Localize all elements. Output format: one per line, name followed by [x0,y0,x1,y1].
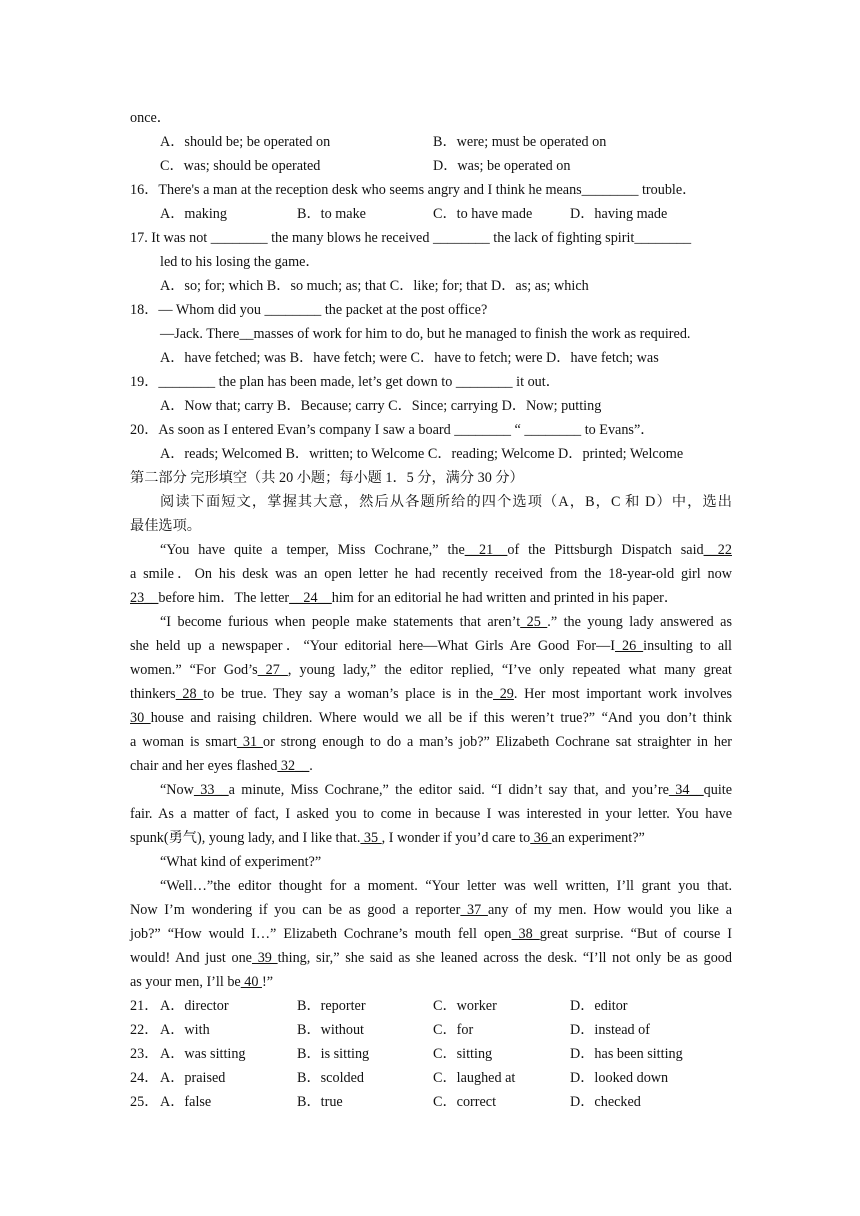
q16-option-a: A．making [160,206,227,222]
q18-stem-cont: —Jack. There__masses of work for him to do, but he managed to finish the work as required. [160,326,691,342]
q17-stem-cont: led to his losing the game． [160,254,320,270]
answer-option: B．without [297,1022,365,1038]
q19-options: A．Now that; carry B．Because; carry C．Since; carrying D．Now; putting [160,398,602,414]
part2-title: 第二部分 完形填空（共 20 小题；每小题 1．5 分，满分 30 分） [130,470,524,486]
blank-25: 25 [520,614,548,630]
answer-option: A．was sitting [160,1046,246,1062]
answer-option: A．praised [160,1070,226,1086]
answer-option: B．is sitting [297,1046,370,1062]
blank-40: 40 [240,974,262,990]
answer-option: A．with [160,1022,210,1038]
q16-option-d: D．having made [570,206,668,222]
blank-32: 32__ [277,758,310,774]
blank-38: 38 [511,926,540,942]
blank-35: 35 [360,830,382,846]
answer-option: C．worker [433,998,497,1014]
q16-option-b: B．to make [297,206,366,222]
answer-number: 22． [130,1022,159,1038]
q18-stem: 18．— Whom did you ________ the packet at the post office? [130,302,488,318]
answer-number: 24． [130,1070,159,1086]
answer-option: A．false [160,1094,212,1110]
answer-option: D．editor [570,998,628,1014]
passage-line: as your men, I’ll be 40 !” [130,974,274,990]
q20-stem: 20．As soon as I entered Evan’s company I saw a board ________ “ ________ to Evans”． [130,422,655,438]
passage-line: “You have quite a temper, Miss Cochrane,” the__21__of the Pittsburgh Dispatch said__22 [160,542,732,558]
blank-28: 28 [175,686,204,702]
answer-option: B．scolded [297,1070,364,1086]
blank-33: 33__ [193,782,229,798]
q16-option-c: C．to have made [433,206,533,222]
q15-option-b: B．were; must be operated on [433,134,607,150]
answer-number: 21． [130,998,159,1014]
blank-36: 36 [530,830,552,846]
q15-option-c: C．was; should be operated [160,158,321,174]
q20-options: A．reads; Welcomed B．written; to Welcome C．reading; Welcome D．printed; Welcome [160,446,684,462]
blank-34: 34__ [668,782,704,798]
answer-option: B．reporter [297,998,366,1014]
q18-options: A．have fetched; was B．have fetch; were C．have to fetch; were D．have fetch; was [160,350,659,366]
answer-option: C．for [433,1022,474,1038]
passage-line: “What kind of experiment?” [160,854,322,870]
blank-26: 26 [615,638,644,654]
answer-option: A．director [160,998,229,1014]
blank-23: 23__ [130,590,159,606]
passage-line: fair. As a matter of fact, I asked you to come in because I was interested in your letter. You have [130,806,732,822]
passage-line: spunk(勇气), young lady, and I like that. 35 , I wonder if you’d care to 36 an experiment?” [130,830,645,846]
part2-instructions-cont: 最佳选项。 [130,518,201,534]
answer-number: 25． [130,1094,159,1110]
q19-stem: 19．________ the plan has been made, let’s get down to ________ it out． [130,374,560,390]
answer-option: C．correct [433,1094,497,1110]
blank-21: __21__ [464,542,508,558]
blank-37: 37 [460,902,488,918]
passage-line: would! And just one 39 thing, sir,” she said as she leaned across the desk. “I’ll not only be as good [130,950,732,966]
blank-24: __24__ [289,590,332,606]
passage-line: 30 house and raising children. Where would we all be if this weren’t true?” “And you don’t think [130,710,732,726]
passage-line: thinkers 28 to be true. They say a woman’s place is in the 29. Her most important work involves [130,686,733,702]
answer-option: D．looked down [570,1070,669,1086]
q17-options: A．so; for; which B．so much; as; that C．like; for; that D．as; as; which [160,278,589,294]
q15-option-a: A．should be; be operated on [160,134,331,150]
passage-line: 23__before him．The letter__24__him for an editorial he had written and printed in his paper． [130,590,679,606]
q16-stem: 16．There's a man at the reception desk who seems angry and I think he means________ trouble． [130,182,697,198]
passage-line: “I become furious when people make statements that aren’t 25 .” the young lady answered as [160,614,732,630]
passage-line: she held up a newspaper．“Your editorial here—What Girls Are Good For—I 26 insulting to all [130,638,732,654]
passage-line: chair and her eyes flashed 32__. [130,758,313,774]
blank-22: __22 [703,542,732,558]
part2-instructions: 阅读下面短文，掌握其大意，然后从各题所给的四个选项（A，B，C 和 D）中，选出 [160,494,732,510]
passage-line: “Well…”the editor thought for a moment. “Your letter was well written, I’ll grant you that. [160,878,732,894]
q17-stem: 17. It was not ________ the many blows he received ________ the lack of fighting spirit________ [130,230,692,246]
passage-line: a smile．On his desk was an open letter he had recently received from the 18-year-old girl now [130,566,732,582]
answer-option: D．checked [570,1094,641,1110]
answer-number: 23． [130,1046,159,1062]
blank-29: 29 [493,686,514,702]
passage-line: Now I’m wondering if you can be as good a reporter 37 any of my men. How would you like a [130,902,732,918]
blank-30: 30 [130,710,151,726]
answer-option: B．true [297,1094,343,1110]
answer-option: D．instead of [570,1022,650,1038]
blank-27: 27 [257,662,288,678]
blank-39: 39 [251,950,278,966]
passage-line: job?” “How would I…” Elizabeth Cochrane’s mouth fell open 38 great surprise. “But of course I [130,926,733,942]
q15-option-d: D．was; be operated on [433,158,571,174]
answer-option: D．has been sitting [570,1046,683,1062]
passage-line: “Now 33__a minute, Miss Cochrane,” the editor said. “I didn’t say that, and you’re 34__quite [160,782,733,798]
passage-line: women.” “For God’s 27 , young lady,” the editor replied, “I’ve only repeated what many great [130,662,732,678]
q15-tail: once． [130,110,171,126]
answer-option: C．laughed at [433,1070,516,1086]
blank-31: 31 [236,734,263,750]
passage-line: a woman is smart 31 or strong enough to do a man’s job?” Elizabeth Cochrane sat straighter in her [130,734,732,750]
answer-option: C．sitting [433,1046,493,1062]
